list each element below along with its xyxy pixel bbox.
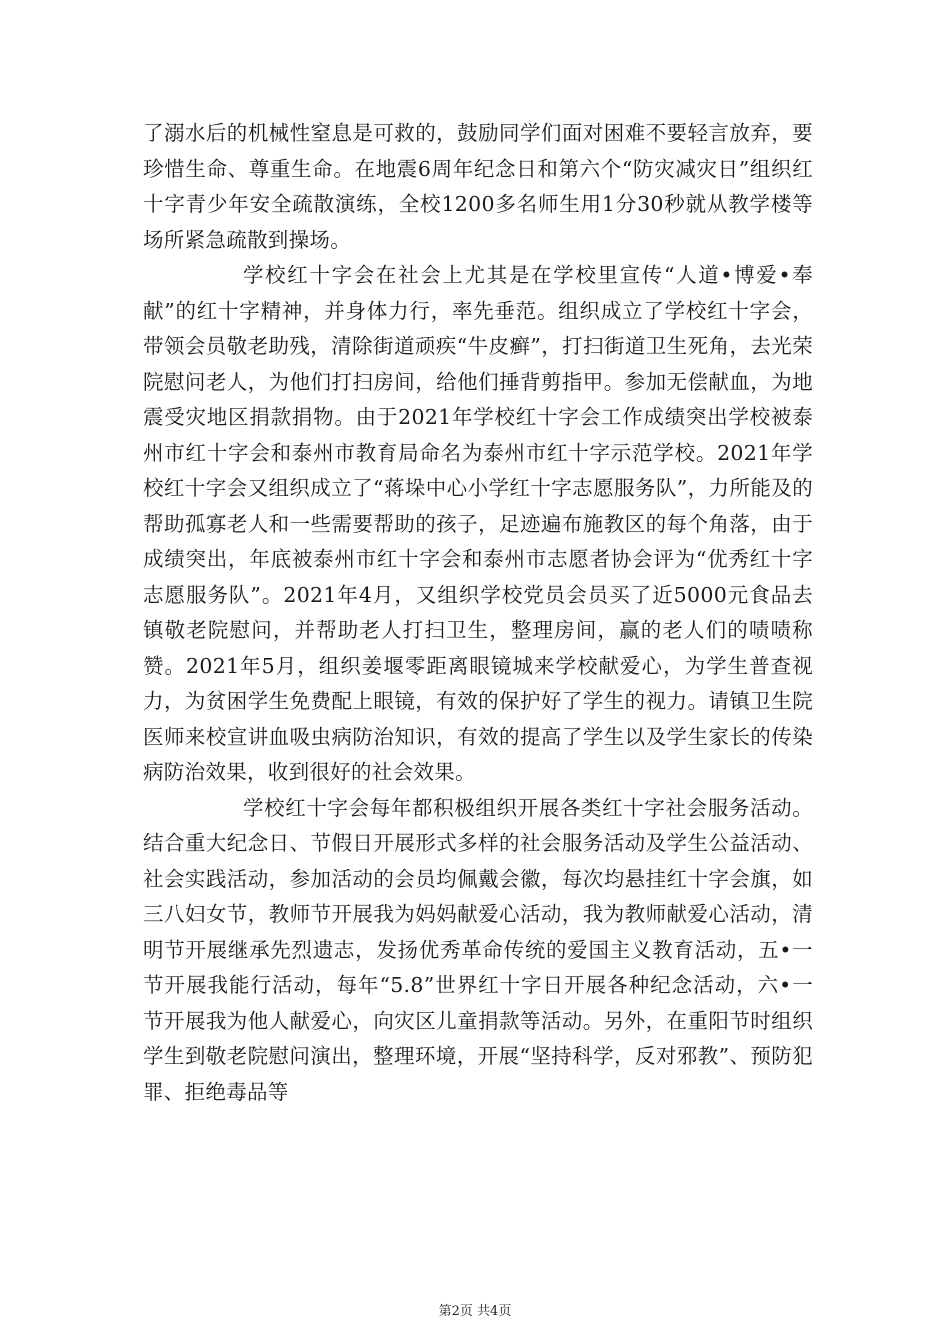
page-number-footer: 第2页 共4页 xyxy=(438,1304,512,1319)
paragraph-1: 了溺水后的机械性窒息是可救的，鼓励同学们面对困难不要轻言放弃，要珍惜生命、尊重生命。在地震6周年纪念日和第六个“防灾减灾日”组织红十字青少年安全疏散演练，全校1200多名师生用1分30秒就从教学楼等场所紧急疏散到操场。 xyxy=(143,121,813,252)
paragraph-2: 学校红十字会在社会上尤其是在学校里宣传“人道•博爱•奉献”的红十字精神，并身体力行，率先垂范。组织成立了学校红十字会，带领会员敬老助残，清除街道顽疾“牛皮癣”，打扫街道卫生死角，去光荣院慰问老人，为他们打扫房间，给他们捶背剪指甲。参加无偿献血，为地震受灾地区捐款捐物。由于2021年学校红十字会工作成绩突出学校被泰州市红十字会和泰州市教育局命名为泰州市红十字示范学校。2021年学校红十字会又组织成立了“蒋垛中心小学红十字志愿服务队”，力所能及的帮助孤寡老人和一些需要帮助的孩子，足迹遍布施教区的每个角落，由于成绩突出，年底被泰州市红十字会和泰州市志愿者协会评为“优秀红十字志愿服务队”。2021年4月，又组织学校党员会员买了近5000元食品去镇敬老院慰问，并帮助老人打扫卫生，整理房间，赢的老人们的啧啧称赞。2021年5月，组织姜堰零距离眼镜城来学校献爱心，为学生普查视力，为贫困学生免费配上眼镜，有效的保护好了学生的视力。请镇卫生院医师来校宣讲血吸虫病防治知识，有效的提高了学生以及学生家长的传染病防治效果，收到很好的社会效果。 xyxy=(143,263,813,784)
document-body xyxy=(143,116,813,1110)
paragraph-3: 学校红十字会每年都积极组织开展各类红十字社会服务活动。结合重大纪念日、节假日开展形式多样的社会服务活动及学生公益活动、社会实践活动，参加活动的会员均佩戴会徽，每次均悬挂红十字会旗，如三八妇女节，教师节开展我为妈妈献爱心活动，我为教师献爱心活动，清明节开展继承先烈遗志，发扬优秀革命传统的爱国主义教育活动，五•一节开展我能行活动，每年“5.8”世界红十字日开展各种纪念活动，六•一节开展我为他人献爱心，向灾区儿童捐款等活动。另外，在重阳节时组织学生到敬老院慰问演出，整理环境，开展“坚持科学，反对邪教”、预防犯罪、拒绝毒品等 xyxy=(143,795,813,1104)
